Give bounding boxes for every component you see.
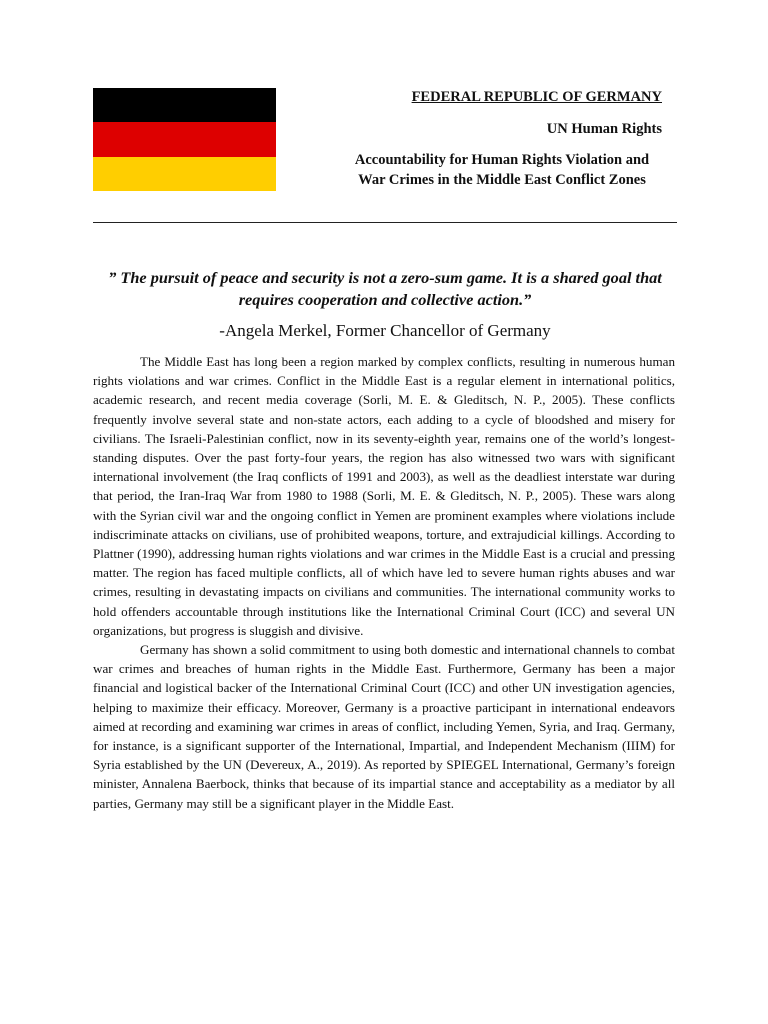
flag-stripe-red <box>93 122 276 156</box>
body-paragraph: The Middle East has long been a region marked by complex conflicts, resulting in numerous human rights violations and war crimes. Conflict in the Middle East is a regular element in international politics, academic research, and recent media coverage (Sorli, M. E. & Gleditsch, N. P., 2005). These conflicts frequently involve several state and non-state actors, each adding to a cycle of bloodshed and misery for civilians. The Israeli-Palestinian conflict, now in its seventy-eighth year, remains one of the world’s longest-standing disputes. Over the past forty-four years, the region has also witnessed two wars with significant international involvement (the Iraq conflicts of 1991 and 2003), as well as the deadliest interstate war during that period, the Iran-Iraq War from 1980 to 1988 (Sorli, M. E. & Gleditsch, N. P., 2005). These wars along with the Syrian civil war and the ongoing conflict in Yemen are prominent examples where violations include indiscriminate attacks on civilians, use of prohibited weapons, torture, and extrajudicial killings. According to Plattner (1990), addressing human rights violations and war crimes in the Middle East is a crucial and pressing matter. The region has faced multiple conflicts, all of which have led to severe human rights abuses and war crimes, resulting in devastating impacts on civilians and communities. The international community works to hold offenders accountable through institutions like the International Criminal Court (ICC) and several UN organizations, but progress is sluggish and divisive. <box>93 354 675 638</box>
germany-flag <box>93 88 276 191</box>
flag-stripe-gold <box>93 157 276 191</box>
topic-line-1: Accountability for Human Rights Violation and <box>354 152 650 168</box>
body-text <box>93 352 675 813</box>
opening-quote: ” The pursuit of peace and security is not a zero-sum game. It is a shared goal that requires cooperation and collective action.” <box>108 268 662 309</box>
header-divider <box>93 222 677 223</box>
body-paragraph: Germany has shown a solid commitment to using both domestic and international channels to combat war crimes and breaches of human rights in the Middle East. Furthermore, Germany has been a major financial and logistical backer of the International Criminal Court (ICC) and other UN investigation agencies, helping to maximize their efficacy. Moreover, Germany is a proactive participant in international endeavors aimed at recording and examining war crimes in areas of conflict, including Yemen, Syria, and Iraq. Germany, for instance, is a significant supporter of the International, Impartial, and Independent Mechanism (IIIM) for Syria established by the UN (Devereux, A., 2019). As reported by SPIEGEL International, Germany’s foreign minister, Annalena Baerbock, thinks that because of its impartial stance and acceptability as a mediator by all parties, Germany may still be a significant player in the Middle East. <box>93 642 675 811</box>
committee-name: UN Human Rights <box>546 121 662 137</box>
flag-stripe-black <box>93 88 276 122</box>
topic-title <box>330 150 662 190</box>
topic-line-2: War Crimes in the Middle East Conflict Zones <box>358 172 646 188</box>
quote-attribution: -Angela Merkel, Former Chancellor of Germany <box>219 321 551 340</box>
country-name: FEDERAL REPUBLIC OF GERMANY <box>411 89 662 105</box>
document-header <box>330 88 666 190</box>
